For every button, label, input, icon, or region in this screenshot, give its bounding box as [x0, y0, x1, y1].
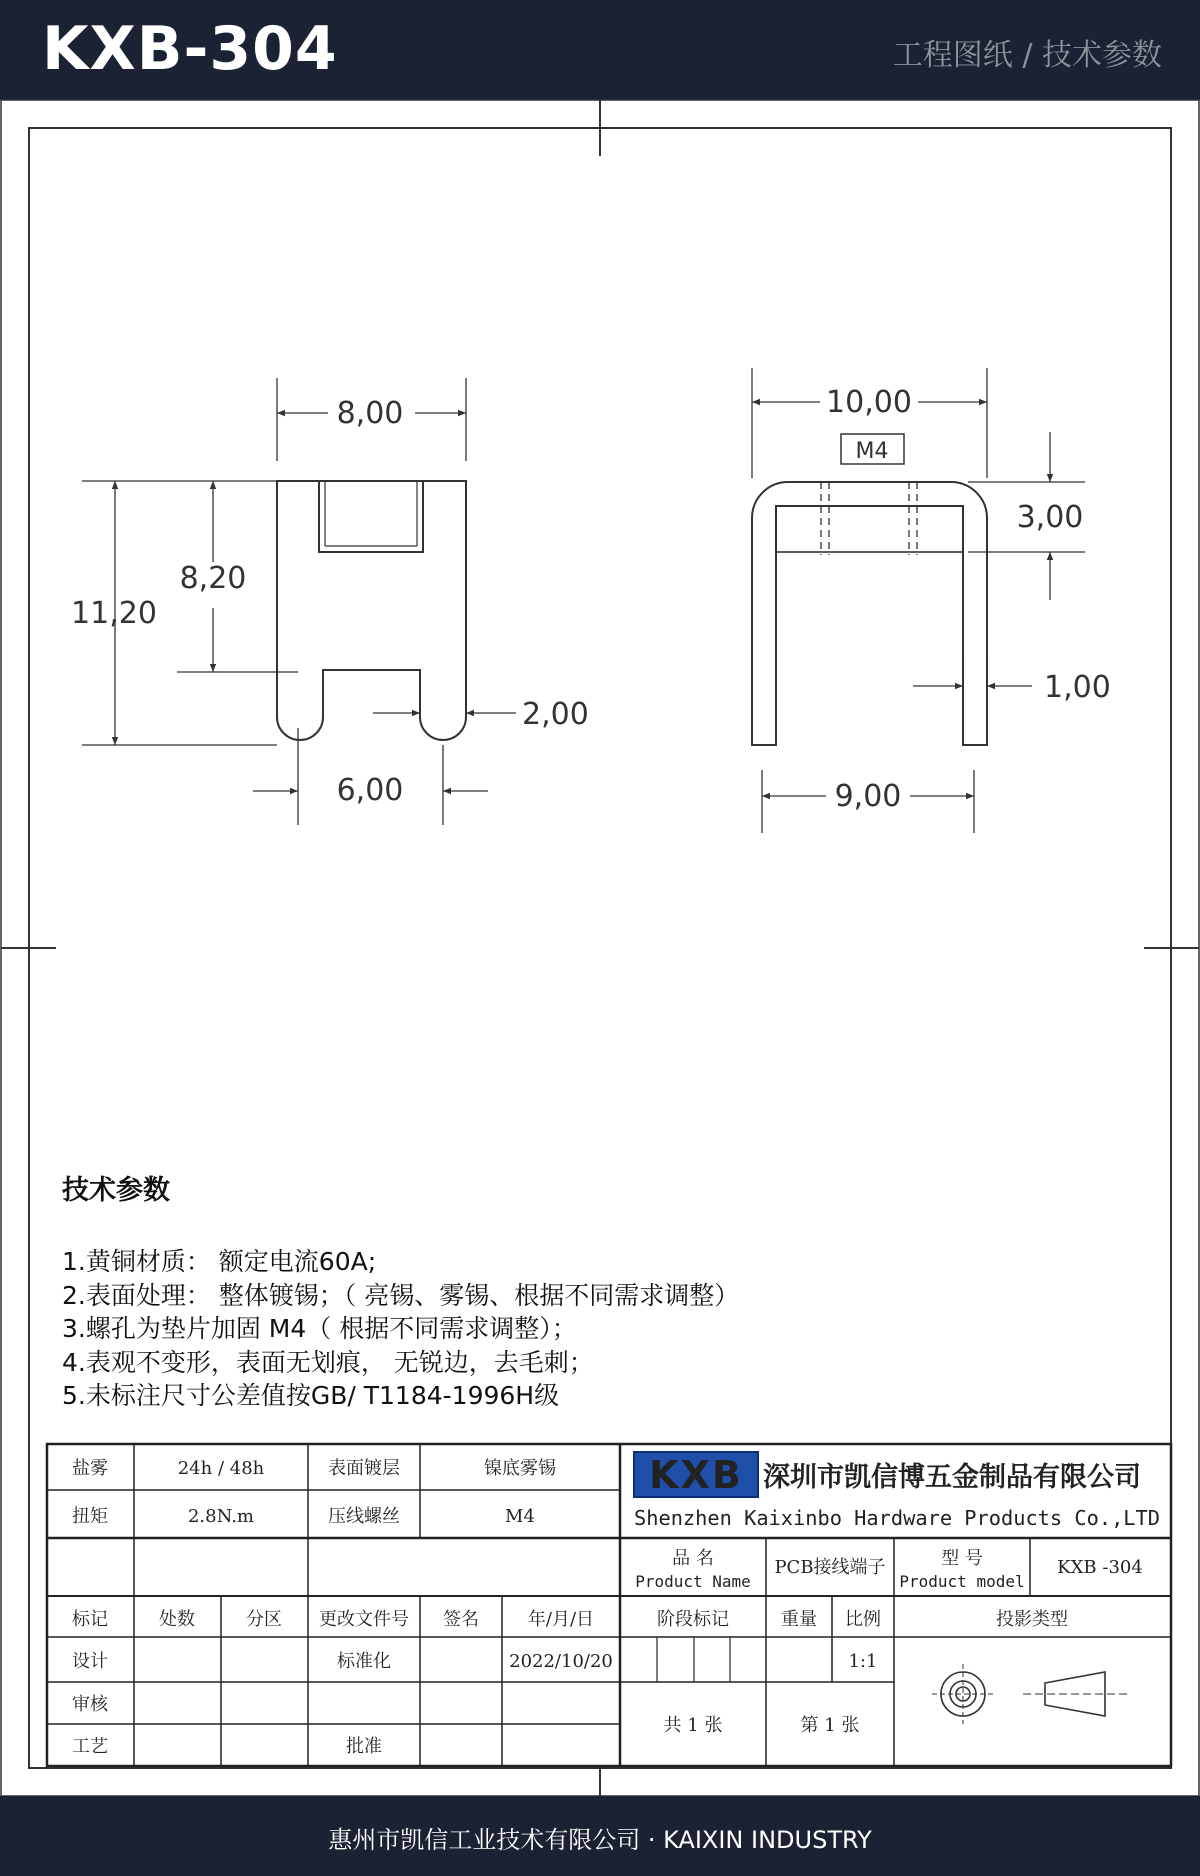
dim-height-total: 11,20 [71, 596, 157, 631]
h-scale: 比例 [845, 1609, 881, 1630]
spec-line: 3.螺孔为垫片加固 M4（ 根据不同需求调整）； [62, 1314, 577, 1343]
spec-line: 5.未标注尺寸公差值按GB/ T1184-1996H级 [62, 1381, 560, 1410]
plating-label: 表面镀层 [328, 1458, 400, 1479]
screw-label: 压线螺丝 [328, 1506, 400, 1527]
header-subtitle: 工程图纸 / 技术参数 [892, 38, 1162, 73]
front-view-labels [71, 396, 589, 808]
h-stage: 阶段标记 [657, 1609, 729, 1630]
name-label-cn: 品 名 [672, 1548, 714, 1569]
title-block [47, 1444, 1171, 1766]
logo-text: KXB [649, 1453, 743, 1497]
torque-value: 2.8N.m [187, 1506, 255, 1527]
scale-value: 1:1 [848, 1651, 878, 1672]
review-label: 审核 [72, 1694, 108, 1715]
dim-height-slot: 8,20 [179, 561, 247, 596]
tech-specs [62, 1168, 1142, 1413]
process-label: 工艺 [72, 1736, 108, 1757]
h-date: 年/月/日 [527, 1609, 595, 1630]
date-value: 2022/10/20 [509, 1651, 613, 1672]
company-cn: 深圳市凯信博五金制品有限公司 [763, 1462, 1141, 1493]
h-zone: 分区 [246, 1609, 282, 1630]
std-label: 标准化 [337, 1651, 391, 1672]
dim-fork-gap: 6,00 [336, 773, 404, 808]
projection-symbol [932, 1664, 1128, 1724]
approve-label: 批准 [346, 1736, 382, 1757]
name-label-en: Product Name [635, 1572, 751, 1591]
spec-line: 2.表面处理： 整体镀锡；（ 亮锡、雾锡、根据不同需求调整） [62, 1280, 740, 1310]
h-sign: 签名 [443, 1609, 479, 1630]
dim-thickness: 1,00 [1044, 670, 1111, 705]
model-value: KXB -304 [1057, 1557, 1143, 1578]
torque-label: 扭矩 [72, 1506, 108, 1527]
total-sheets: 共 1 张 [663, 1715, 723, 1736]
plating-value: 镍底雾锡 [484, 1458, 556, 1479]
side-view-labels [826, 385, 1111, 814]
side-view [752, 434, 987, 745]
screw-value: M4 [505, 1506, 535, 1527]
sheet-no: 第 1 张 [800, 1715, 860, 1736]
specs-heading: 技术参数 [62, 1175, 170, 1206]
dim-width-top: 8,00 [336, 396, 404, 431]
h-change: 更改文件号 [319, 1609, 409, 1630]
model-label-cn: 型 号 [941, 1548, 983, 1569]
spec-line: 1.黄铜材质： 额定电流60A; [62, 1247, 377, 1276]
front-view [277, 481, 466, 740]
dim-width-side: 10,00 [826, 385, 912, 420]
dim-width-bottom: 9,00 [834, 779, 902, 814]
company-en: Shenzhen Kaixinbo Hardware Products Co.,LTD [634, 1506, 1160, 1530]
dim-slot-width: 2,00 [522, 697, 589, 732]
page-footer [0, 1796, 1200, 1876]
h-proj: 投影类型 [996, 1609, 1068, 1630]
drawing-frame [1, 100, 1199, 1796]
side-view-dimensions [752, 368, 1085, 833]
footer-company: 惠州市凯信工业技术有限公司 · KAIXIN INDUSTRY [328, 1826, 872, 1854]
salt-label: 盐雾 [72, 1458, 108, 1479]
model-label-en: Product model [899, 1572, 1025, 1591]
company-logo [634, 1452, 758, 1497]
thread-label: M4 [855, 439, 889, 464]
h-mark: 标记 [72, 1609, 108, 1630]
h-weight: 重量 [781, 1609, 817, 1630]
dim-depth-top: 3,00 [1016, 500, 1084, 535]
model-title: KXB-304 [42, 14, 338, 84]
name-value: PCB接线端子 [774, 1557, 886, 1578]
design-label: 设计 [72, 1651, 108, 1672]
spec-line: 4.表观不变形，表面无划痕， 无锐边，去毛刺； [62, 1347, 594, 1377]
h-count: 处数 [159, 1609, 195, 1630]
salt-value: 24h / 48h [177, 1458, 265, 1479]
